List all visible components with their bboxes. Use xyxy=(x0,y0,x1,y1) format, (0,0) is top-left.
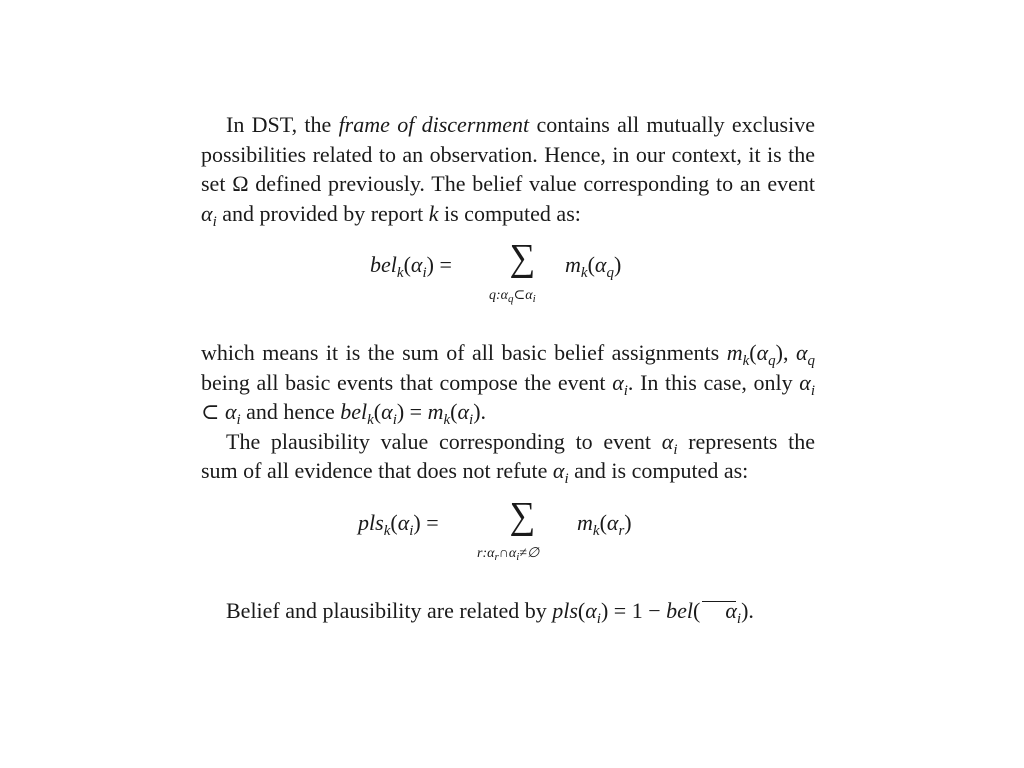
paragraph-plausibility xyxy=(201,427,815,486)
p2-text-3: . In this case, only xyxy=(627,369,800,395)
math-mk-alpha-q: $m_k$ xyxy=(726,340,750,369)
math-alpha-i: $\alpha_i$ xyxy=(552,458,569,487)
math-belief-identity: bel$_k$ xyxy=(340,399,374,428)
belief-equation xyxy=(201,238,815,330)
term-frame-of-discernment: frame of discernment xyxy=(338,112,530,137)
p2-text-2: being all basic events that compose the event xyxy=(201,369,613,395)
p2-text-5: . xyxy=(480,399,487,424)
sum-symbol: ∑ xyxy=(509,237,536,279)
p4-text: Belief and plausibility are related by xyxy=(226,597,553,623)
p1-text-3: and provided by report xyxy=(216,200,429,226)
paper-column xyxy=(201,110,815,625)
p1-text-4: is computed as: xyxy=(438,200,581,226)
paragraph-frame-of-discernment xyxy=(201,110,815,228)
p1-intro: In DST, the xyxy=(226,112,339,137)
omega-symbol: Ω xyxy=(232,171,249,196)
paragraph-belief-plausibility-relation: Belief and plausibility are related by $pls(\alpha_i) = 1 - bel$( $\alpha_i$). xyxy=(226,597,754,627)
math-pls-relation: pls xyxy=(552,597,578,623)
plausibility-equation-rhs: $m_k(\alpha_r)$ xyxy=(577,509,632,539)
plausibility-equation xyxy=(201,496,815,588)
p4-text-2: . xyxy=(748,597,754,623)
math-subset-relation: $\alpha_i$ ⊂ $\alpha_i$ xyxy=(201,369,815,428)
plausibility-equation-lhs: $pls_k(\alpha_i)$ = xyxy=(358,509,439,539)
p2-text-4: and hence xyxy=(240,399,341,424)
p3-text-2: represents the sum of all evidence that does not refute xyxy=(201,428,815,483)
p3-text: The plausibility value corresponding to event xyxy=(226,428,662,454)
math-alpha-i: $\alpha_i$ xyxy=(201,200,217,230)
math-alpha-i: $\alpha_i$ xyxy=(612,369,628,399)
p2-text: which means it is the sum of all basic belief assignments xyxy=(201,340,727,365)
sum-limit-q: $q:\alpha_q\subset\alpha_i$ xyxy=(489,288,536,305)
belief-equation-rhs: $m_k(\alpha_q)$ xyxy=(565,252,622,281)
p1-text-2: defined previously. The belief value corresponding to an event xyxy=(248,171,815,196)
p2-comma: , xyxy=(782,340,796,365)
math-alpha-i: $\alpha_i$ xyxy=(661,428,678,458)
math-k: k xyxy=(428,200,439,226)
belief-equation-lhs: $bel_k(\alpha_i)$ = xyxy=(370,252,452,281)
sum-symbol: ∑ xyxy=(509,494,536,537)
p1-text: contains all mutually exclusive possibilities related to an observation. Hence, in our context, it is the set xyxy=(201,112,815,196)
sum-limit-r: $r:\alpha_r\cap\alpha_i\ne\emptyset$ xyxy=(477,545,540,563)
paragraph-basic-belief: which means it is the sum of all basic belief assignments $m_k(\alpha_q)$, $\alpha_q$ being all basic events that compose the event $\alpha_i$. In this case, only $\alpha_i$ ⊂ $\alpha_i$ and hence $bel_k(\alpha_i) = m_k(\alpha_i)$. xyxy=(201,340,815,428)
math-alpha-q: $\alpha_q$ xyxy=(795,340,815,369)
p3-text-3: and is computed as: xyxy=(568,458,749,483)
